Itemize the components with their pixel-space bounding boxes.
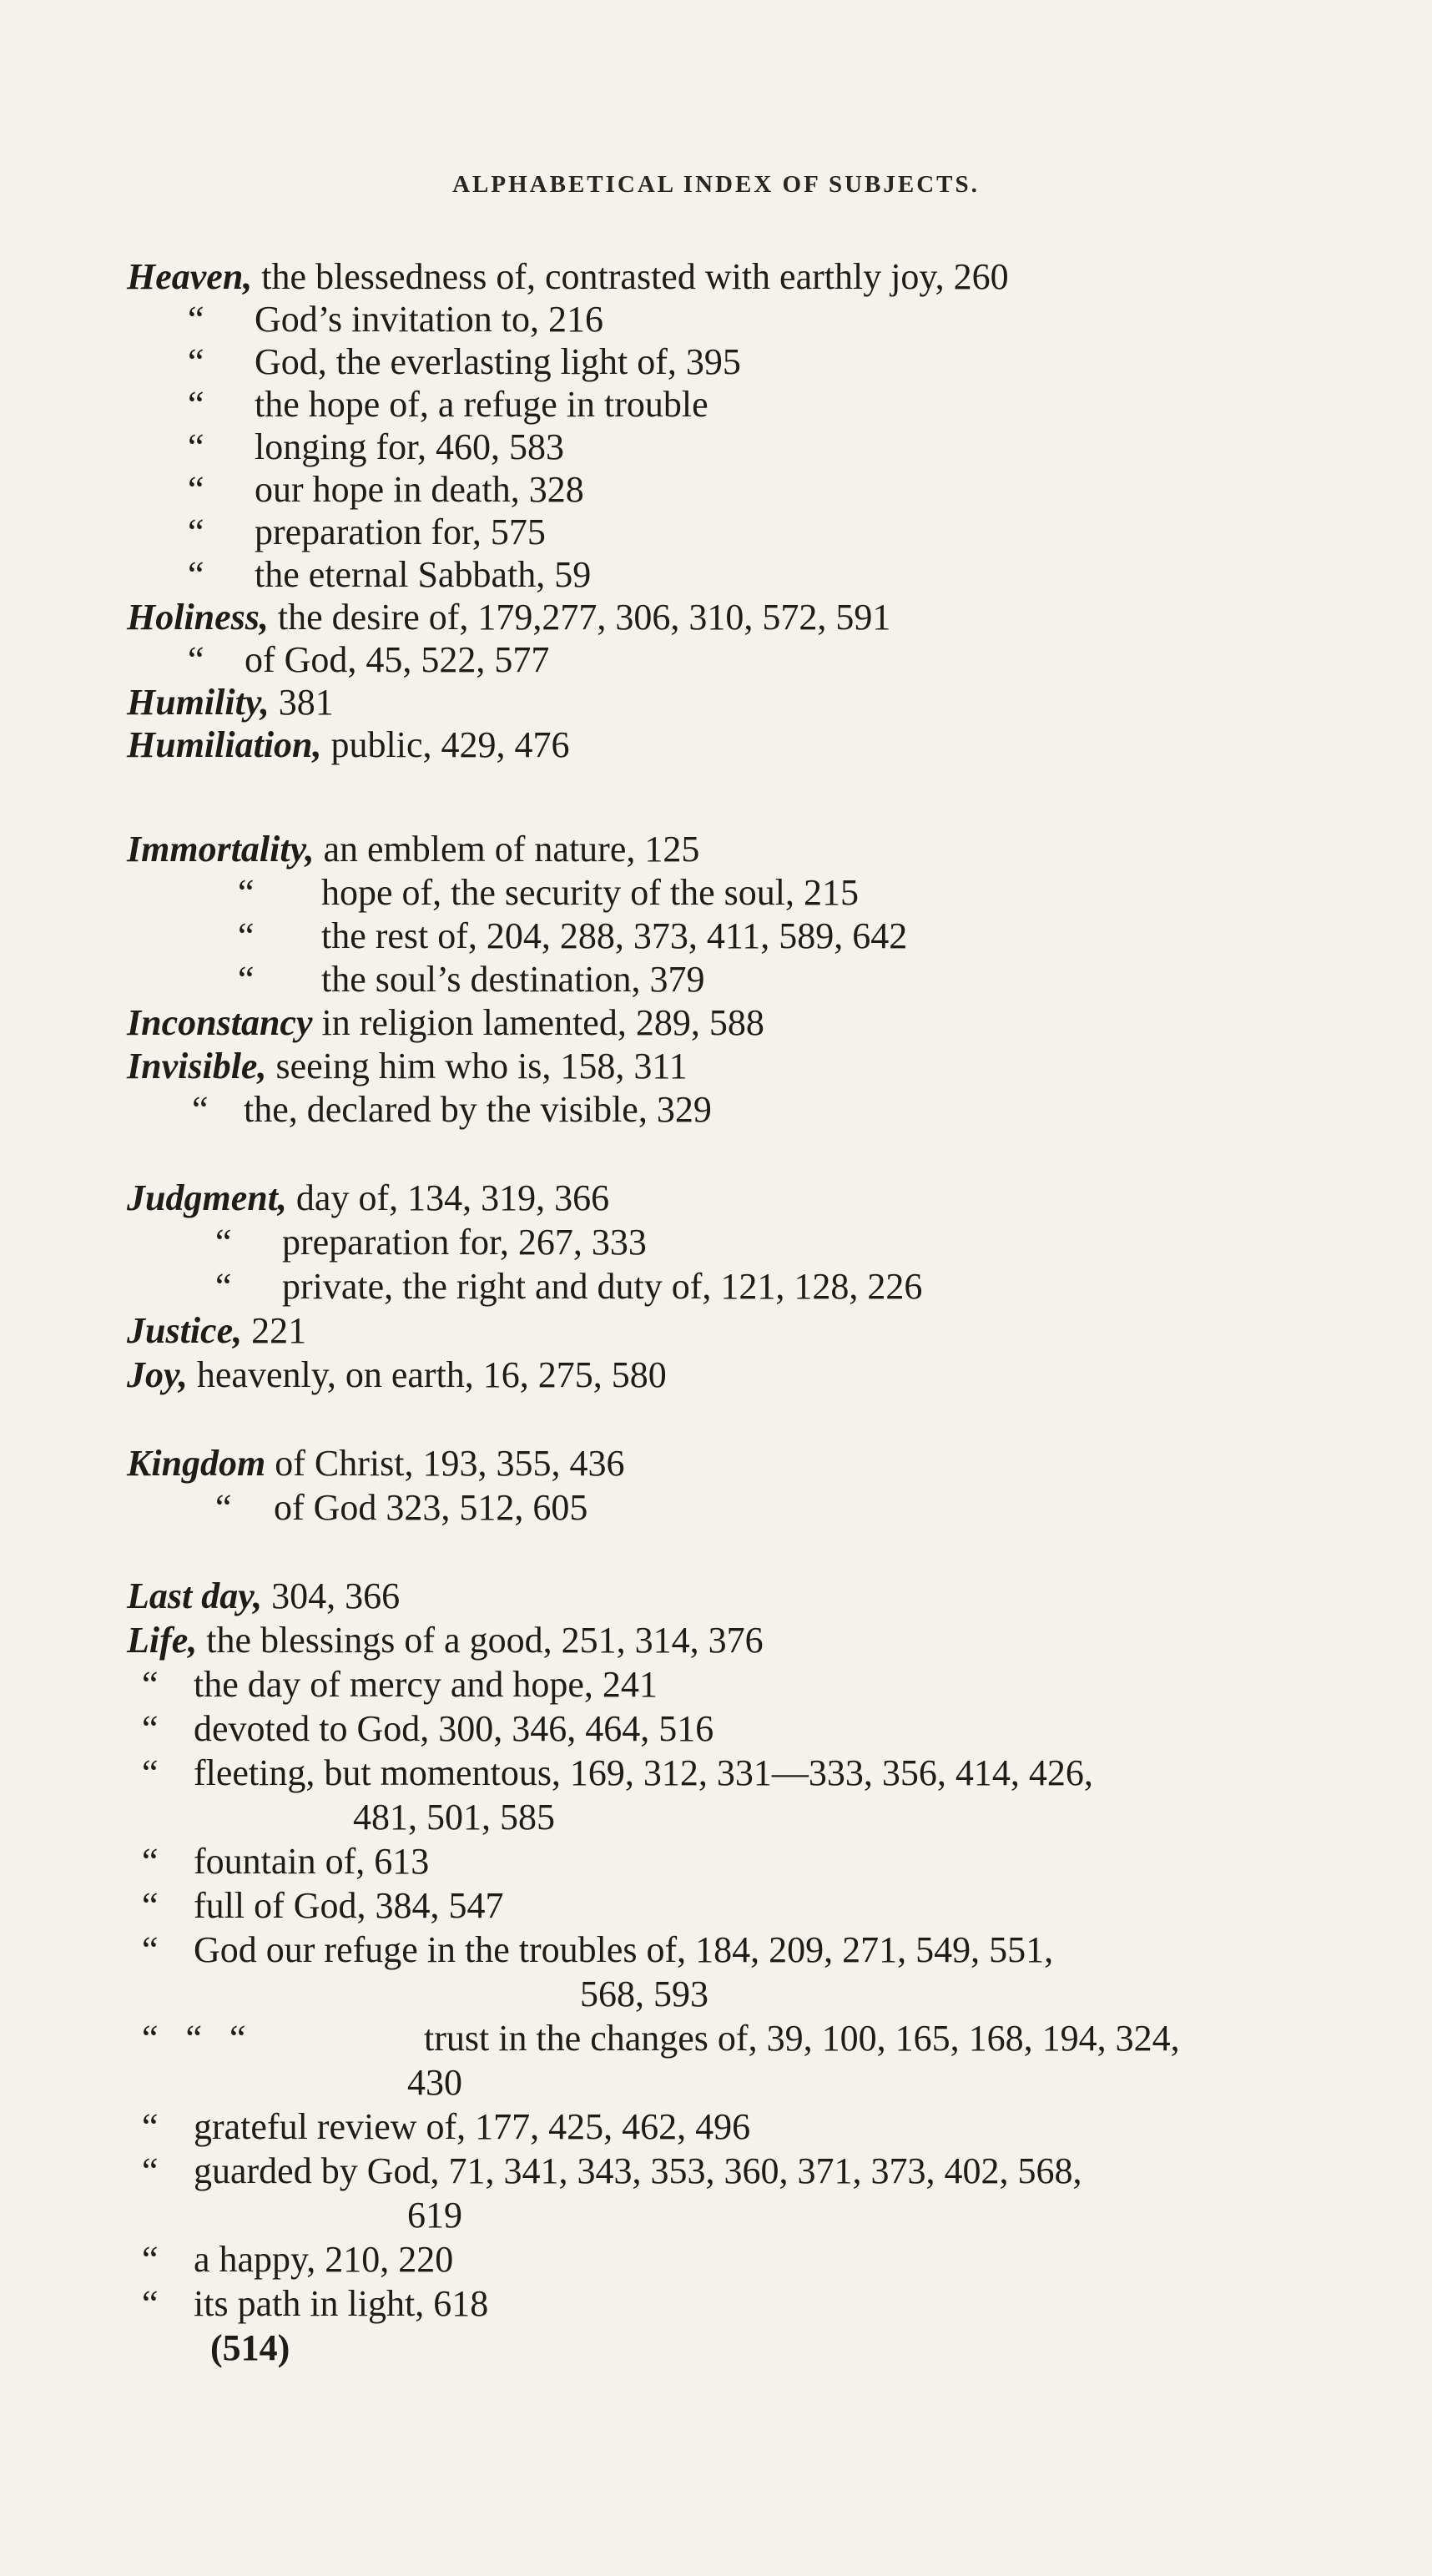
index-entry — [127, 828, 699, 871]
index-entry — [127, 255, 1009, 299]
ditto-mark: “ — [188, 384, 204, 425]
index-subentry — [142, 2282, 488, 2326]
entry-text: the hope of, a refuge in trouble — [255, 384, 708, 425]
entry-text: 221 — [242, 1310, 307, 1351]
index-entry — [127, 1575, 400, 1618]
entry-text: the eternal Sabbath, 59 — [255, 554, 592, 595]
entry-text: the day of mercy and hope, 241 — [194, 1664, 658, 1705]
index-subentry — [192, 1088, 712, 1132]
entry-text: day of, 134, 319, 366 — [286, 1177, 610, 1218]
ditto-mark: “ “ “ — [142, 2018, 246, 2059]
entry-text: the desire of, 179,277, 306, 310, 572, 591 — [268, 597, 891, 638]
ditto-mark: “ — [188, 554, 204, 595]
entry-heading: Invisible, — [127, 1046, 267, 1086]
entry-text: in religion lamented, 289, 588 — [312, 1002, 764, 1043]
index-entry — [127, 1354, 667, 1397]
ditto-mark: “ — [188, 426, 204, 467]
index-subentry — [142, 1707, 713, 1751]
entry-text: God our refuge in the troubles of, 184, 209, 271, 549, 551, — [194, 1929, 1054, 1970]
ditto-mark: “ — [215, 1266, 232, 1307]
index-continuation — [407, 2061, 462, 2105]
ditto-mark: “ — [192, 1089, 209, 1130]
index-subentry — [188, 638, 549, 682]
index-subentry — [215, 1486, 587, 1530]
index-subentry — [142, 2238, 453, 2281]
ditto-mark: “ — [215, 1222, 232, 1263]
index-subentry — [188, 340, 741, 384]
index-entry — [127, 1001, 764, 1045]
index-subentry — [215, 1265, 922, 1308]
entry-heading: Holiness, — [127, 597, 269, 638]
entry-text: God, the everlasting light of, 395 — [255, 341, 741, 382]
index-subentry — [188, 553, 591, 597]
index-subentry — [188, 383, 708, 426]
entry-heading: Kingdom — [127, 1443, 266, 1484]
entry-text: the rest of, 204, 288, 373, 411, 589, 642 — [321, 915, 908, 956]
page-number: (514) — [210, 2327, 290, 2368]
entry-text: its path in light, 618 — [194, 2283, 489, 2324]
ditto-mark: “ — [142, 2150, 159, 2191]
entry-text: grateful review of, 177, 425, 462, 496 — [194, 2106, 751, 2147]
entry-text: God’s invitation to, 216 — [255, 299, 603, 340]
entry-text: fountain of, 613 — [194, 1841, 430, 1882]
index-subentry — [188, 298, 603, 341]
index-entry — [127, 681, 334, 724]
entry-text: 568, 593 — [580, 1974, 708, 2014]
index-subentry — [142, 1663, 658, 1706]
entry-heading: Last day, — [127, 1575, 263, 1616]
ditto-mark: “ — [142, 1929, 159, 1970]
entry-heading: Inconstancy — [127, 1002, 313, 1043]
entry-text: hope of, the security of the soul, 215 — [321, 872, 859, 913]
ditto-mark: “ — [142, 1885, 159, 1926]
entry-text: an emblem of nature, 125 — [314, 829, 700, 870]
ditto-mark: “ — [238, 959, 255, 1000]
entry-text: 381 — [269, 682, 334, 723]
index-subentry — [188, 426, 564, 469]
ditto-mark: “ — [142, 1841, 159, 1882]
entry-text: public, 429, 476 — [321, 724, 570, 765]
ditto-mark: “ — [142, 1664, 159, 1705]
index-entry — [127, 596, 890, 639]
entry-text: our hope in death, 328 — [255, 469, 584, 510]
index-subentry — [238, 871, 859, 915]
entry-heading: Humility, — [127, 682, 270, 723]
index-subentry — [142, 1840, 429, 1883]
entry-text: of God, 45, 522, 577 — [245, 639, 550, 680]
index-subentry — [142, 1752, 1093, 1795]
index-subentry — [188, 511, 546, 554]
index-subentry — [142, 2150, 1082, 2193]
index-entry — [127, 1309, 306, 1353]
entry-text: a happy, 210, 220 — [194, 2239, 454, 2280]
running-header: ALPHABETICAL INDEX OF SUBJECTS. — [452, 171, 980, 198]
entry-text: full of God, 384, 547 — [194, 1885, 504, 1926]
entry-heading: Heaven, — [127, 256, 253, 297]
entry-heading: Judgment, — [127, 1177, 287, 1218]
ditto-mark: “ — [142, 1708, 159, 1749]
entry-text: private, the right and duty of, 121, 128, 226 — [282, 1266, 923, 1307]
ditto-mark: “ — [188, 469, 204, 510]
entry-heading: Joy, — [127, 1354, 188, 1395]
index-subentry — [142, 2105, 750, 2149]
index-entry — [127, 1045, 688, 1088]
ditto-mark: “ — [188, 512, 204, 552]
ditto-mark: “ — [188, 299, 204, 340]
entry-text: of Christ, 193, 355, 436 — [265, 1443, 625, 1484]
ditto-mark: “ — [238, 915, 255, 956]
index-continuation — [407, 2194, 462, 2237]
entry-text: the, declared by the visible, 329 — [244, 1089, 712, 1130]
entry-text: seeing him who is, 158, 311 — [266, 1046, 688, 1086]
entry-text: the blessings of a good, 251, 314, 376 — [197, 1620, 764, 1661]
entry-heading: Justice, — [127, 1310, 243, 1351]
entry-text: devoted to God, 300, 346, 464, 516 — [194, 1708, 714, 1749]
entry-text: trust in the changes of, 39, 100, 165, 168, 194, 324, — [424, 2018, 1180, 2059]
entry-text: preparation for, 575 — [255, 512, 546, 552]
entry-text: heavenly, on earth, 16, 275, 580 — [187, 1354, 667, 1395]
index-entry — [127, 1619, 764, 1662]
ditto-mark: “ — [238, 872, 255, 913]
entry-text: fleeting, but momentous, 169, 312, 331—333, 356, 414, 426, — [194, 1752, 1093, 1793]
index-subentry — [215, 1221, 647, 1264]
ditto-mark: “ — [188, 341, 204, 382]
ditto-mark: “ — [142, 2283, 159, 2324]
entry-text: preparation for, 267, 333 — [282, 1222, 647, 1263]
entry-text: 430 — [407, 2062, 462, 2103]
entry-text: the soul’s destination, 379 — [321, 959, 705, 1000]
index-entry — [127, 723, 570, 767]
index-subentry — [142, 2017, 1180, 2060]
index-entry — [127, 1442, 625, 1485]
entry-text: 304, 366 — [262, 1575, 401, 1616]
entry-heading: Immortality, — [127, 829, 315, 870]
entry-heading: Life, — [127, 1620, 198, 1661]
index-entry — [127, 1177, 609, 1220]
ditto-mark: “ — [142, 2106, 159, 2147]
index-subentry — [238, 958, 705, 1001]
index-subentry — [142, 1884, 504, 1928]
index-subentry — [188, 468, 584, 512]
index-continuation — [580, 1973, 708, 2016]
ditto-mark: “ — [142, 2239, 159, 2280]
entry-heading: Humiliation, — [127, 724, 322, 765]
ditto-mark: “ — [215, 1487, 232, 1528]
ditto-mark: “ — [188, 639, 204, 680]
entry-text: of God 323, 512, 605 — [274, 1487, 588, 1528]
index-subentry — [142, 1928, 1053, 1972]
entry-text: longing for, 460, 583 — [255, 426, 564, 467]
entry-text: 481, 501, 585 — [353, 1797, 555, 1837]
ditto-mark: “ — [142, 1752, 159, 1793]
entry-text: the blessedness of, contrasted with earthly joy, 260 — [252, 256, 1009, 297]
entry-text: 619 — [407, 2195, 462, 2236]
entry-text: guarded by God, 71, 341, 343, 353, 360, 371, 373, 402, 568, — [194, 2150, 1082, 2191]
index-subentry — [238, 915, 907, 958]
index-continuation — [353, 1796, 555, 1839]
